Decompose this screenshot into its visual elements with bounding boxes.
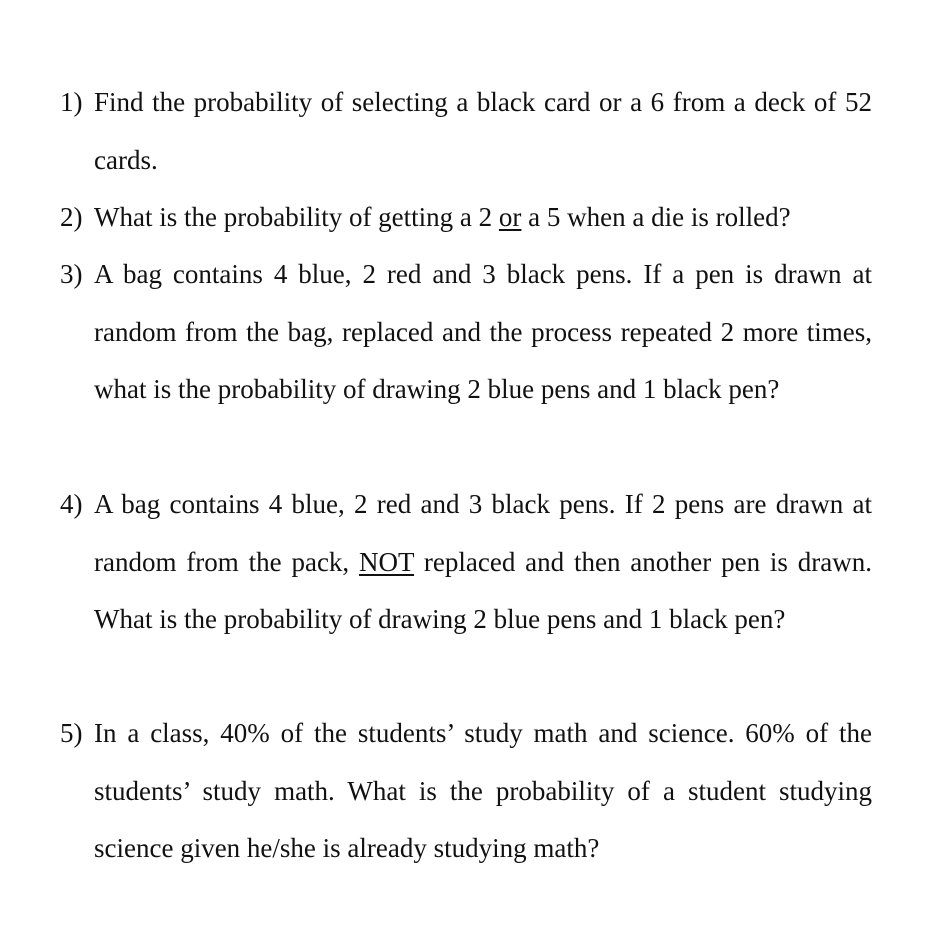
question-number: 3) [60, 259, 83, 289]
question-text-part: a 5 when a die is rolled? [521, 202, 791, 232]
question-text-part: What is the probability of getting a 2 [94, 202, 499, 232]
question-number: 2) [60, 202, 83, 232]
question-number: 5) [60, 718, 83, 748]
question-text: A bag contains 4 blue, 2 red and 3 black pens. If a pen is drawn at random from the bag, replaced and the process repeated 2 more times, what is the probability of drawing 2 blue pens and 1 black pen? [94, 259, 872, 404]
question-2 [60, 189, 872, 247]
question-text [94, 476, 872, 649]
underlined-word: NOT [359, 546, 415, 577]
question-4 [60, 476, 872, 649]
question-1 [60, 74, 872, 189]
question-text: In a class, 40% of the students’ study math and science. 60% of the students’ study math. What is the probability of a student studying science given he/she is already studying math? [94, 718, 872, 863]
question-text-part: replaced and then another pen is drawn. What is the probability of drawing 2 blue pens and 1 black pen? [94, 546, 872, 634]
question-3 [60, 246, 872, 419]
underlined-word: or [498, 202, 522, 232]
question-number: 1) [60, 87, 83, 117]
question-number: 4) [60, 489, 83, 519]
question-text: Find the probability of selecting a black card or a 6 from a deck of 52 cards. [94, 87, 872, 175]
question-5 [60, 705, 872, 878]
question-text [94, 189, 872, 247]
question-text-part: A bag contains 4 blue, 2 red and 3 black pens. If 2 pens are drawn at random from the pack, [94, 489, 872, 577]
